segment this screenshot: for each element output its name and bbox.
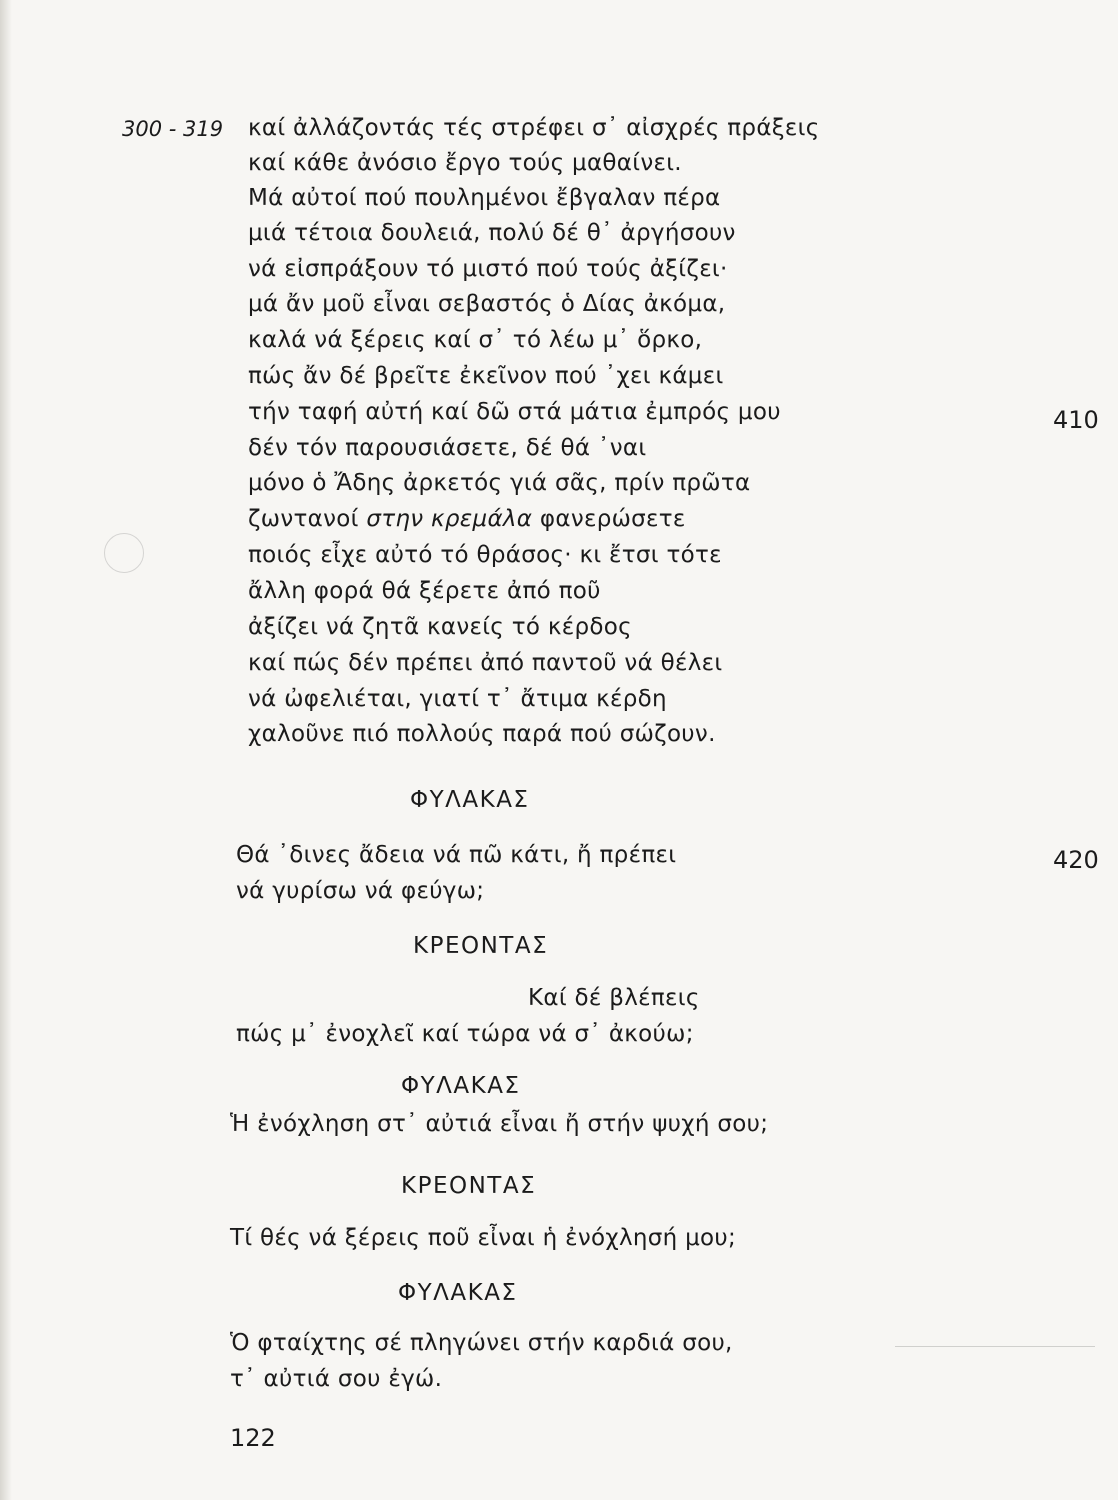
verse-line: μιά τέτοια δουλειά, πολύ δέ θ᾽ ἀργήσουν xyxy=(248,220,736,246)
dialogue-line: Θά ᾽δινες ἄδεια νά πῶ κάτι, ἤ πρέπει xyxy=(236,842,677,868)
dialogue-line: Καί δέ βλέπεις xyxy=(528,985,700,1011)
dialogue-line: Ἡ ἐνόχληση στ᾽ αὐτιά εἶναι ἤ στήν ψυχή σου; xyxy=(230,1111,769,1137)
verse-line: καί ἀλλάζοντάς τές στρέφει σ᾽ αἰσχρές πράξεις xyxy=(248,115,820,141)
verse-line: μόνο ὁ Ἄδης ἀρκετός γιά σᾶς, πρίν πρῶτα xyxy=(248,470,751,496)
page-number: 122 xyxy=(230,1424,276,1452)
page-edge-shadow xyxy=(0,0,12,1500)
dialogue-line: Τί θές νά ξέρεις ποῦ εἶναι ἡ ἐνόχλησή μου; xyxy=(230,1225,737,1251)
verse-line: καί πώς δέν πρέπει ἀπό παντοῦ νά θέλει xyxy=(248,650,723,676)
verse-fragment: ζωντανοί xyxy=(248,506,359,532)
dialogue-line: Ὁ φταίχτης σέ πληγώνει στήν καρδιά σου, xyxy=(230,1330,733,1356)
dialogue-line: νά γυρίσω νά φεύγω; xyxy=(236,878,485,904)
speaker-name: ΚΡΕΟΝΤΑΣ xyxy=(401,1173,537,1199)
verse-line: καλά νά ξέρεις καί σ᾽ τό λέω μ᾽ ὅρκο, xyxy=(248,327,703,353)
italic-phrase: στην κρεμάλα xyxy=(366,506,533,532)
verse-line: χαλοῦνε πιό πολλούς παρά πού σώζουν. xyxy=(248,721,716,747)
line-range-reference: 300 - 319 xyxy=(122,117,224,141)
speaker-name: ΦΥΛΑΚΑΣ xyxy=(401,1073,521,1099)
verse-line: καί κάθε ἀνόσιο ἔργο τούς μαθαίνει. xyxy=(248,150,682,176)
verse-line: δέν τόν παρουσιάσετε, δέ θά ᾽ναι xyxy=(248,435,647,461)
verse-fragment: φανερώσετε xyxy=(539,506,686,532)
footnote-rule-showthrough xyxy=(895,1346,1095,1347)
library-stamp xyxy=(104,533,144,573)
verse-line: Μά αὐτοί πού πουλημένοι ἔβγαλαν πέρα xyxy=(248,185,721,211)
line-number: 410 xyxy=(1053,406,1099,434)
verse-line: ποιός εἶχε αὐτό τό θράσος· κι ἔτσι τότε xyxy=(248,542,722,568)
speaker-name: ΦΥΛΑΚΑΣ xyxy=(398,1280,518,1306)
verse-line: πώς ἄν δέ βρεῖτε ἐκεῖνον πού ᾽χει κάμει xyxy=(248,363,724,389)
verse-line: ἄλλη φορά θά ξέρετε ἀπό ποῦ xyxy=(248,578,601,604)
verse-line: τήν ταφή αὐτή καί δῶ στά μάτια ἐμπρός μου xyxy=(248,399,781,425)
verse-line: νά ὠφελιέται, γιατί τ᾽ ἄτιμα κέρδη xyxy=(248,686,667,712)
speaker-name: ΚΡΕΟΝΤΑΣ xyxy=(413,933,549,959)
verse-line-with-italic xyxy=(248,506,686,532)
verse-line: ἀξίζει νά ζητᾶ κανείς τό κέρδος xyxy=(248,614,632,640)
dialogue-line: τ᾽ αὐτιά σου ἐγώ. xyxy=(230,1366,443,1392)
speaker-name: ΦΥΛΑΚΑΣ xyxy=(410,787,530,813)
verse-line: μά ἄν μοῦ εἶναι σεβαστός ὁ Δίας ἀκόμα, xyxy=(248,291,726,317)
line-number: 420 xyxy=(1053,846,1099,874)
verse-line: νά εἰσπράξουν τό μιστό πού τούς ἀξίζει· xyxy=(248,256,728,282)
dialogue-line: πώς μ᾽ ἐνοχλεῖ καί τώρα νά σ᾽ ἀκούω; xyxy=(236,1021,694,1047)
